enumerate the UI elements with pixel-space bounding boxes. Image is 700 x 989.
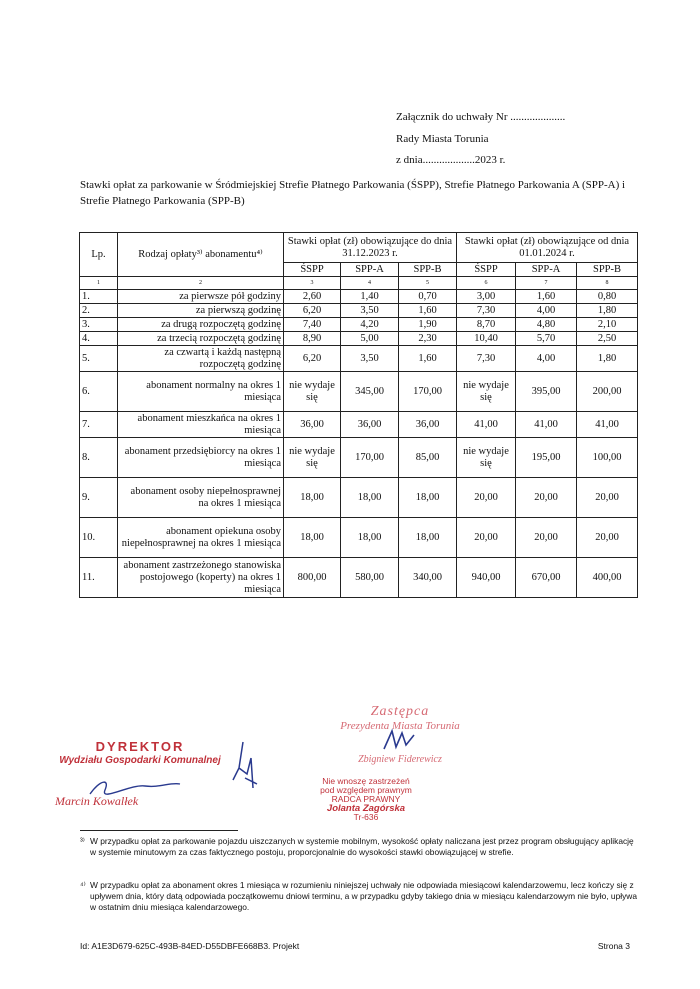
rate-cell: 4,20 bbox=[341, 318, 399, 332]
rate-cell: 20,00 bbox=[457, 478, 516, 518]
zone-header: SPP-B bbox=[577, 263, 638, 277]
table-row bbox=[80, 304, 638, 318]
table-row bbox=[80, 372, 638, 412]
rate-cell: 41,00 bbox=[577, 412, 638, 438]
rate-cell: 395,00 bbox=[516, 372, 577, 412]
column-number: 8 bbox=[577, 277, 638, 290]
rate-cell: 100,00 bbox=[577, 438, 638, 478]
rate-cell: 18,00 bbox=[399, 478, 457, 518]
rate-cell: 8,90 bbox=[284, 332, 341, 346]
header-rodzaj: Rodzaj opłaty³⁾ abonamentu⁴⁾ bbox=[118, 233, 284, 277]
row-lp: 10. bbox=[80, 518, 118, 558]
rate-cell: 2,60 bbox=[284, 290, 341, 304]
row-label: abonament osoby niepełnosprawnej na okres 1 miesiąca bbox=[118, 478, 284, 518]
row-label: za trzecią rozpoczętą godzinę bbox=[118, 332, 284, 346]
rates-table bbox=[79, 232, 638, 598]
row-lp: 4. bbox=[80, 332, 118, 346]
rate-cell: 36,00 bbox=[341, 412, 399, 438]
table-row bbox=[80, 478, 638, 518]
director-department: Wydziału Gospodarki Komunalnej bbox=[59, 755, 221, 766]
rate-cell: 670,00 bbox=[516, 558, 577, 598]
rate-cell: 4,80 bbox=[516, 318, 577, 332]
legal-counsel-name: Jolanta Zagórska bbox=[326, 803, 406, 814]
rate-cell: 20,00 bbox=[457, 518, 516, 558]
rate-cell: 4,00 bbox=[516, 346, 577, 372]
legal-counsel-stamp bbox=[296, 777, 436, 822]
header-group-2023: Stawki opłat (zł) obowiązujące do dnia 31.12.2023 r. bbox=[284, 233, 457, 263]
column-number: 1 bbox=[80, 277, 118, 290]
header-group-2024: Stawki opłat (zł) obowiązujące od dnia 01.01.2024 r. bbox=[457, 233, 638, 263]
rate-cell: 170,00 bbox=[399, 372, 457, 412]
table-row bbox=[80, 332, 638, 346]
rate-cell: 36,00 bbox=[399, 412, 457, 438]
row-label: abonament przedsiębiorcy na okres 1 miesiąca bbox=[118, 438, 284, 478]
row-lp: 7. bbox=[80, 412, 118, 438]
legal-line-2: pod względem prawnym bbox=[320, 785, 412, 795]
director-name: Marcin Kowalłek bbox=[55, 794, 139, 808]
column-number: 6 bbox=[457, 277, 516, 290]
zone-header: SPP-A bbox=[516, 263, 577, 277]
row-label: za drugą rozpoczętą godzinę bbox=[118, 318, 284, 332]
rate-cell: 18,00 bbox=[399, 518, 457, 558]
row-lp: 3. bbox=[80, 318, 118, 332]
table-row bbox=[80, 438, 638, 478]
footnote-mark: ³⁾ bbox=[80, 836, 85, 846]
signature-scribble bbox=[225, 738, 265, 798]
footnote-4 bbox=[80, 880, 640, 913]
rate-cell: 1,80 bbox=[577, 304, 638, 318]
rate-cell: 18,00 bbox=[284, 478, 341, 518]
rate-cell: 6,20 bbox=[284, 304, 341, 318]
legal-line-3: RADCA PRAWNY bbox=[331, 794, 401, 804]
row-label: za czwartą i każdą następną rozpoczętą godzinę bbox=[118, 346, 284, 372]
row-label: abonament normalny na okres 1 miesiąca bbox=[118, 372, 284, 412]
rate-cell: 18,00 bbox=[341, 518, 399, 558]
column-number: 5 bbox=[399, 277, 457, 290]
deputy-title: Zastępca bbox=[370, 704, 430, 719]
page-number: Strona 3 bbox=[597, 941, 630, 951]
row-label: abonament mieszkańca na okres 1 miesiąca bbox=[118, 412, 284, 438]
table-body bbox=[80, 290, 638, 598]
table-row bbox=[80, 346, 638, 372]
rate-cell: nie wydaje się bbox=[284, 372, 341, 412]
rate-cell: 0,80 bbox=[577, 290, 638, 304]
row-lp: 11. bbox=[80, 558, 118, 598]
rate-cell: 1,60 bbox=[516, 290, 577, 304]
date-line: z dnia...................2023 r. bbox=[396, 154, 506, 166]
column-number: 7 bbox=[516, 277, 577, 290]
rate-cell: 195,00 bbox=[516, 438, 577, 478]
director-stamp bbox=[40, 739, 240, 766]
rate-cell: 1,90 bbox=[399, 318, 457, 332]
zone-header: ŚSPP bbox=[457, 263, 516, 277]
rate-cell: 36,00 bbox=[284, 412, 341, 438]
rate-cell: 200,00 bbox=[577, 372, 638, 412]
rate-cell: 4,00 bbox=[516, 304, 577, 318]
rate-cell: 170,00 bbox=[341, 438, 399, 478]
footnote-3 bbox=[80, 836, 640, 858]
table-row bbox=[80, 318, 638, 332]
rate-cell: 3,50 bbox=[341, 304, 399, 318]
rate-cell: 7,30 bbox=[457, 346, 516, 372]
column-number-row bbox=[80, 277, 638, 290]
rate-cell: 85,00 bbox=[399, 438, 457, 478]
document-title: Stawki opłat za parkowanie w Śródmiejskiej Strefie Płatnego Parkowania (ŚSPP), Strefie Płatnego Parkowania A (SPP-A) i Strefie Płatnego Parkowania (SPP-B) bbox=[80, 179, 626, 207]
row-lp: 6. bbox=[80, 372, 118, 412]
deputy-office: Prezydenta Miasta Torunia bbox=[340, 720, 460, 732]
rate-cell: 2,10 bbox=[577, 318, 638, 332]
document-id: Id: A1E3D679-625C-493B-84ED-D55DBFE668B3. Projekt bbox=[80, 941, 300, 951]
rate-cell: 2,30 bbox=[399, 332, 457, 346]
rate-cell: 41,00 bbox=[516, 412, 577, 438]
table-row bbox=[80, 412, 638, 438]
rate-cell: 345,00 bbox=[341, 372, 399, 412]
rate-cell: 1,60 bbox=[399, 346, 457, 372]
rate-cell: 0,70 bbox=[399, 290, 457, 304]
rate-cell: nie wydaje się bbox=[284, 438, 341, 478]
row-label: abonament opiekuna osoby niepełnosprawnej na okres 1 miesiąca bbox=[118, 518, 284, 558]
rate-cell: 10,40 bbox=[457, 332, 516, 346]
row-label: abonament zastrzeżonego stanowiska postojowego (koperty) na okres 1 miesiąca bbox=[118, 558, 284, 598]
rate-cell: 2,50 bbox=[577, 332, 638, 346]
table-row bbox=[80, 558, 638, 598]
rate-cell: 20,00 bbox=[516, 518, 577, 558]
row-lp: 5. bbox=[80, 346, 118, 372]
rate-cell: nie wydaje się bbox=[457, 372, 516, 412]
rate-cell: 580,00 bbox=[341, 558, 399, 598]
zone-header: SPP-A bbox=[341, 263, 399, 277]
table-row bbox=[80, 290, 638, 304]
zone-header: SPP-B bbox=[399, 263, 457, 277]
row-lp: 8. bbox=[80, 438, 118, 478]
rate-cell: 18,00 bbox=[284, 518, 341, 558]
rate-cell: 5,00 bbox=[341, 332, 399, 346]
rate-cell: 18,00 bbox=[341, 478, 399, 518]
table-row bbox=[80, 518, 638, 558]
row-lp: 9. bbox=[80, 478, 118, 518]
rate-cell: 20,00 bbox=[577, 518, 638, 558]
deputy-name: Zbigniew Fiderewicz bbox=[358, 754, 442, 765]
rate-cell: 940,00 bbox=[457, 558, 516, 598]
rate-cell: 400,00 bbox=[577, 558, 638, 598]
rate-cell: 1,80 bbox=[577, 346, 638, 372]
rate-cell: 3,50 bbox=[341, 346, 399, 372]
row-label: za pierwszą godzinę bbox=[118, 304, 284, 318]
annex-line: Załącznik do uchwały Nr .................... bbox=[396, 111, 566, 123]
rate-cell: nie wydaje się bbox=[457, 438, 516, 478]
column-number: 4 bbox=[341, 277, 399, 290]
row-lp: 1. bbox=[80, 290, 118, 304]
column-number: 3 bbox=[284, 277, 341, 290]
legal-line-1: Nie wnoszę zastrzeżeń bbox=[322, 776, 410, 786]
header-lp: Lp. bbox=[80, 233, 118, 277]
rate-cell: 20,00 bbox=[577, 478, 638, 518]
footnote-text: W przypadku opłat za abonament okres 1 miesiąca w rozumieniu niniejszej uchwały nie odpowiada miesiącowi kalendarzowemu, lecz kończy się z upływem dnia, który datą odpowiada początkowemu dniowi terminu, a w przypadku gdyby takiego dnia w miesiącu kalendarzowym nie było, upływa w ostatnim dniu miesiąca kalendarzowego. bbox=[90, 880, 637, 912]
rate-cell: 41,00 bbox=[457, 412, 516, 438]
rate-cell: 340,00 bbox=[399, 558, 457, 598]
footnote-text: W przypadku opłat za parkowanie pojazdu uiszczanych w systemie mobilnym, wysokość opłaty naliczana jest przez program obsługujący aplikację w systemie minutowym za czas faktycznego postoju, proporcjonalnie do wysokości stawki obowiązującej w strefie. bbox=[90, 836, 634, 857]
rate-cell: 20,00 bbox=[516, 478, 577, 518]
legal-counsel-number: Tr-636 bbox=[353, 812, 379, 822]
rate-cell: 1,60 bbox=[399, 304, 457, 318]
rate-cell: 1,40 bbox=[341, 290, 399, 304]
rate-cell: 5,70 bbox=[516, 332, 577, 346]
row-lp: 2. bbox=[80, 304, 118, 318]
rate-cell: 800,00 bbox=[284, 558, 341, 598]
footnote-mark: ⁴⁾ bbox=[80, 880, 86, 890]
deputy-signature-scribble bbox=[380, 725, 420, 755]
rate-cell: 6,20 bbox=[284, 346, 341, 372]
rate-cell: 7,40 bbox=[284, 318, 341, 332]
rate-cell: 7,30 bbox=[457, 304, 516, 318]
column-number: 2 bbox=[118, 277, 284, 290]
council-line: Rady Miasta Torunia bbox=[396, 133, 489, 145]
zone-header: ŚSPP bbox=[284, 263, 341, 277]
rate-cell: 8,70 bbox=[457, 318, 516, 332]
director-title: DYREKTOR bbox=[95, 739, 185, 754]
footnote-separator bbox=[80, 830, 238, 831]
rate-cell: 3,00 bbox=[457, 290, 516, 304]
row-label: za pierwsze pół godziny bbox=[118, 290, 284, 304]
